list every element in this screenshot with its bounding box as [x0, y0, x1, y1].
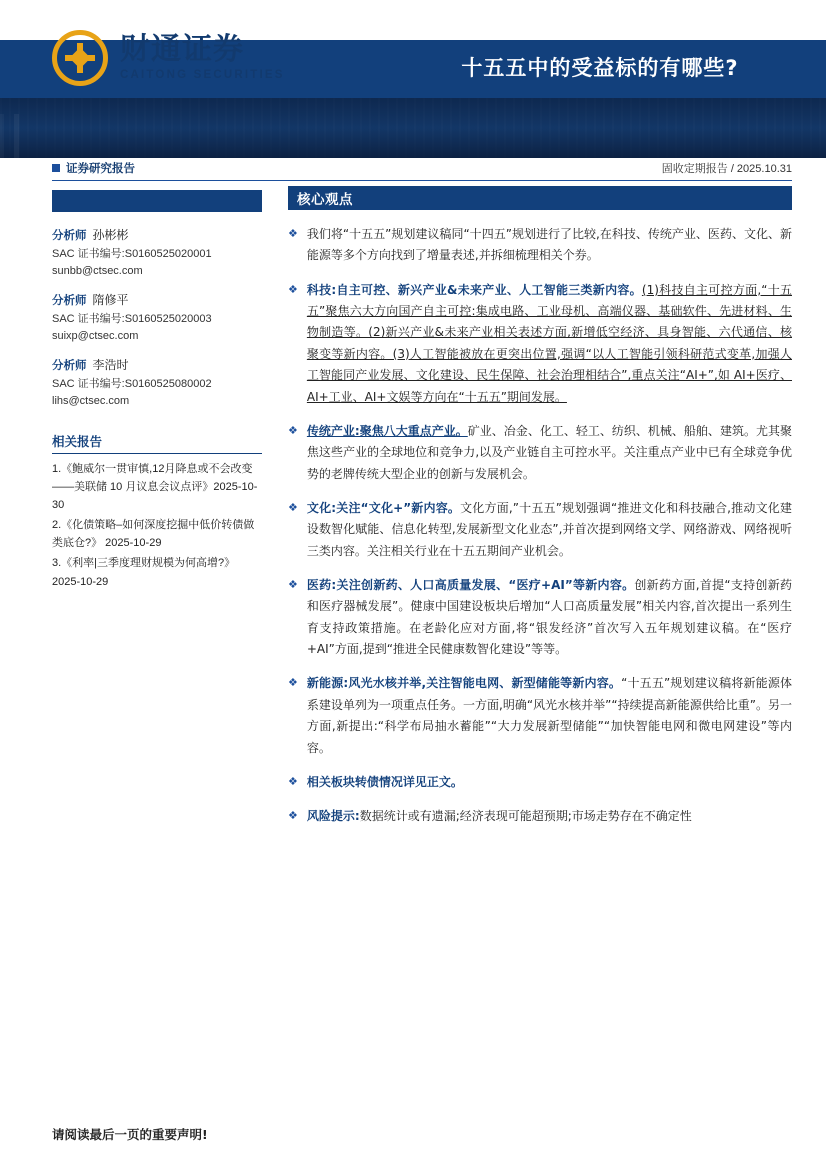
bullet-energy [288, 673, 792, 758]
bullet-text [307, 280, 792, 408]
diamond-bullet-icon: ❖ [288, 775, 298, 788]
sidebar [52, 190, 262, 593]
diamond-bullet-icon: ❖ [288, 810, 298, 823]
bullet-text [307, 575, 792, 660]
bullet-lead: 风险提示: [306, 809, 360, 824]
analyst-email[interactable]: suixp@ctsec.com [52, 329, 139, 342]
diamond-bullet-icon: ❖ [288, 283, 298, 296]
bullet-lead: 相关板块转债情况详见正文。 [306, 774, 463, 789]
bullet-body: 我们将“十五五”规划建议稿同“十四五”规划进行了比较,在科技、传统产业、医药、文化、新能源等多个方向找到了增量表述,并拆细梳理相关个券。 [306, 227, 792, 263]
bullet-pharma [288, 575, 792, 660]
report-title: 十五五中的受益标的有哪些? [461, 56, 739, 80]
analyst-sac: SAC 证书编号:S0160525020003 [52, 312, 212, 325]
analyst-name: 孙彬彬 [92, 228, 129, 242]
bullet-list [288, 224, 792, 828]
logo-text [120, 31, 285, 82]
company-logo [52, 30, 285, 86]
meta-row [0, 160, 826, 182]
related-report-item[interactable]: 2.《化债策略–如何深度挖掘中低价转债做类底仓?》 2025-10-29 [52, 519, 255, 550]
related-reports-divider [52, 453, 262, 454]
skyline-silhouette [0, 114, 826, 158]
diamond-bullet-icon: ❖ [288, 501, 298, 514]
bullet-risk [288, 806, 792, 827]
analyst-label: 分析师 [52, 230, 87, 242]
logo-chinese-name: 财通证券 [120, 31, 244, 67]
main-content [288, 186, 792, 841]
bullet-culture [288, 498, 792, 562]
bullet-text [307, 772, 463, 793]
sidebar-blue-bar [52, 190, 262, 212]
bullet-body: “十五五”规划建议稿将新能源体系建设单列为一项重点任务。一方面,明确“风光水核并举”“持续提高新能源供给比重”。另一方面,新提出:“科学布局抽水蓄能”“大力发展新型储能”“加快智能电网和微电网建设”等内容。 [306, 676, 792, 755]
bullet-body: 文化方面,”十五五”规划强调“推进文化和科技融合,推动文化建设数智化赋能、信息化转型,发展新型文化业态”,并首次提到网络文学、网络游戏、网络视听三类内容。关注相关行业在十五五期间产业机会。 [306, 500, 792, 558]
bullet-lead: 文化:关注“文化+”新内容。 [306, 500, 461, 515]
analyst-sac: SAC 证书编号:S0160525080002 [52, 377, 212, 390]
analyst-label: 分析师 [52, 359, 87, 372]
header-divider [52, 180, 792, 181]
report-type-date: 固收定期报告 / 2025.10.31 [661, 163, 792, 175]
analyst-entry [52, 226, 262, 280]
bullet-text [307, 498, 792, 562]
research-report-text: 证券研究报告 [66, 163, 135, 175]
analyst-name: 李浩时 [92, 357, 129, 372]
analyst-entry [52, 356, 262, 410]
bullet-technology [288, 280, 792, 408]
related-reports-list [52, 460, 262, 591]
analyst-email[interactable]: lihs@ctsec.com [52, 394, 130, 407]
bullet-body: 数据统计或有遗漏;经济表现可能超预期;市场走势存在不确定性 [359, 809, 692, 824]
related-report-item[interactable]: 3.《利率|三季度理财规模为何高增?》2025-10-29 [52, 557, 236, 588]
bullet-lead: 新能源:风光水核并举,关注智能电网、新型储能等新内容。 [306, 676, 622, 691]
footer-note: 请阅读最后一页的重要声明! [52, 1127, 208, 1142]
bullet-sectors [288, 772, 792, 793]
related-report-item[interactable]: 1.《鲍威尔一贯审慎,12月降息或不会改变 ——美联储 10 月议息会议点评》2025-10-30 [52, 462, 258, 511]
bullet-traditional [288, 421, 792, 485]
square-bullet-icon [52, 164, 60, 172]
diamond-bullet-icon: ❖ [288, 424, 298, 437]
page-header [0, 0, 826, 158]
related-reports-title: 相关报告 [52, 434, 103, 449]
logo-english-name: CAITONG SECURITIES [120, 68, 285, 81]
bullet-overview [288, 224, 792, 267]
bullet-body: 创新药方面,首提“支持创新药和医疗器械发展”。健康中国建设板块后增加“人口高质量发展”相关内容,首次提出一系列生育支持政策措施。在老龄化应对方面,将“银发经济”首次写入五年规划建议稿。在“医疗+AI”方面,提到“推进全民健康数智化建设”等等。 [306, 578, 792, 657]
bullet-body: 矿业、冶金、化工、轻工、纺织、机械、船舶、建筑。尤其聚焦这些产业的全球地位和竞争力,以及产业链自主可控水平。关注重点产业中已有全球竞争优势的老牌传统大型企业的创新与发展机会。 [306, 423, 792, 481]
research-report-label [52, 160, 135, 176]
header-skyline-photo [0, 98, 826, 158]
bullet-lead: 传统产业:聚焦八大重点产业。 [306, 423, 468, 438]
bullet-text [307, 673, 792, 758]
diamond-bullet-icon: ❖ [288, 228, 298, 240]
caitong-logo-icon [52, 30, 108, 86]
analyst-entry [52, 291, 262, 345]
bullet-text [307, 806, 692, 827]
core-view-header: 核心观点 [288, 186, 792, 210]
analyst-sac: SAC 证书编号:S0160525020001 [52, 247, 212, 260]
analyst-name: 隋修平 [92, 292, 129, 307]
bullet-lead: 科技:自主可控、新兴产业&未来产业、人工智能三类新内容。 [306, 282, 642, 297]
bullet-body: (1)科技自主可控方面,“十五五”聚焦六大方向国产自主可控:集成电路、工业母机、高端仪器、基础软件、先进材料、生物制造等。(2)新兴产业&未来产业相关表述方面,新增低空经济、具身智能、六代通信、核聚变等新内容。(3)人工智能被放在更突出位置,强调“以人工智能引领科研范式变革,加强人工智能同产业发展、文化建设、民生保障、社会治理相结合”,重点关注“AI+”,如 AI+医疗、AI+工业、AI+文娱等方向在“十五五”期间发展。 [306, 282, 792, 404]
bullet-text [307, 224, 792, 267]
diamond-bullet-icon: ❖ [288, 579, 298, 592]
bullet-lead: 医药:关注创新药、人口高质量发展、“医疗+AI”等新内容。 [306, 578, 635, 593]
analyst-email[interactable]: sunbb@ctsec.com [52, 264, 143, 277]
bullet-text [307, 421, 792, 485]
diamond-bullet-icon: ❖ [288, 677, 298, 690]
analyst-label: 分析师 [52, 294, 87, 307]
